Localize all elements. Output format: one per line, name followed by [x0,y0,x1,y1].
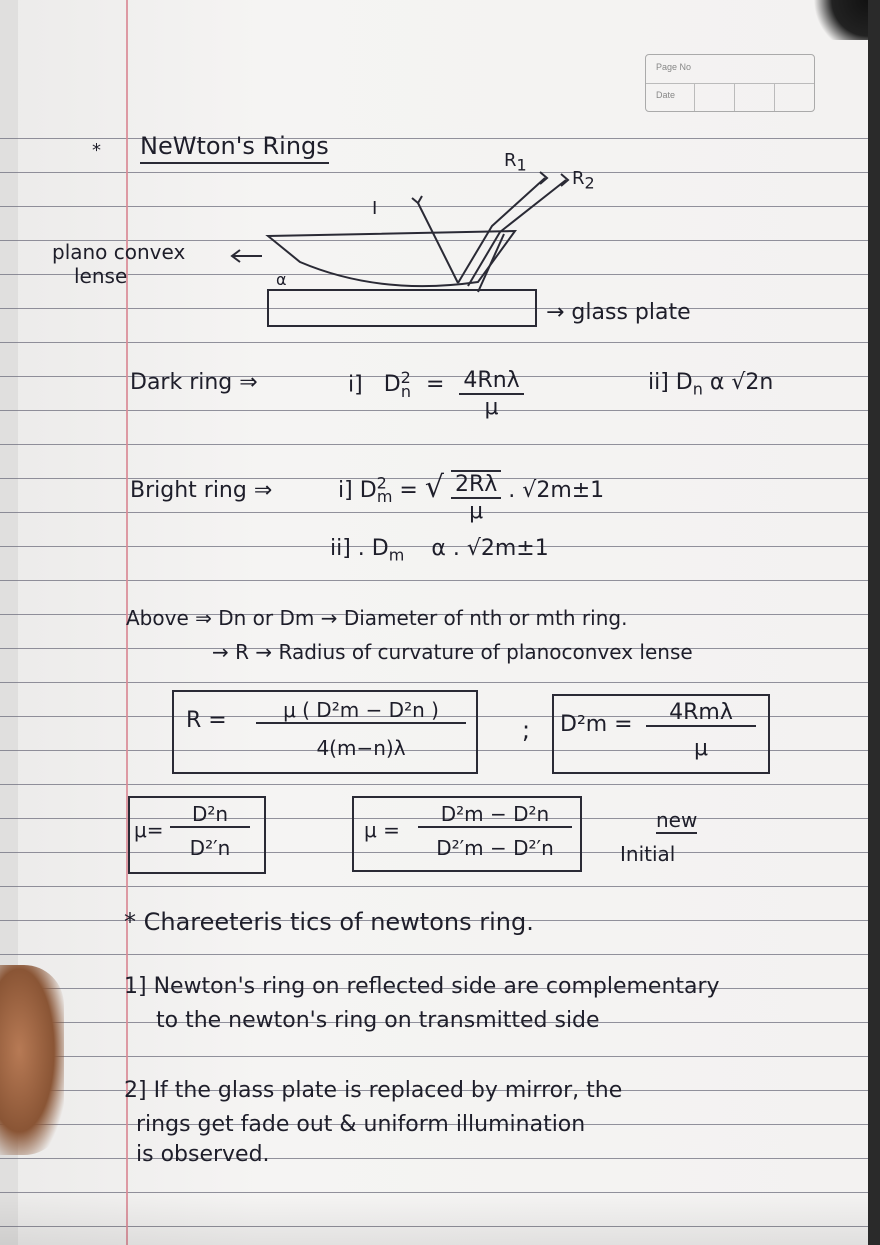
page-no-label: Page No [656,62,692,72]
dark-ring-label: Dark ring ⇒ [130,370,258,395]
mu2-denominator: D²′m − D²′n [436,836,554,860]
above-line1: Above ⇒ Dn or Dm → Diameter of nth or mth ring. [126,606,628,630]
ruled-line [0,682,868,683]
page-title: NeWton's Rings [140,132,329,164]
newtons-rings-diagram [0,0,868,340]
characteristics-heading: * Chareeteris tics of newtons ring. [124,908,534,936]
dark-denominator: μ [484,395,499,420]
note-new: new [656,808,698,832]
mu-formula-box-1 [128,796,266,874]
page-bottom-shadow [0,1195,868,1245]
bright-item1: i] D [338,478,377,503]
reflected-ray-r2 [468,180,566,286]
plano-convex-lens [268,231,515,286]
mu2-numerator: D²m − D²n [418,802,572,828]
dark-lhs: D [383,372,401,398]
bright-item2-sub: m [388,545,405,565]
thumb-shadow [0,965,64,1155]
ruled-line [0,1056,868,1057]
r1-sub: 1 [516,155,527,175]
alpha-label: α [276,270,287,289]
char-p2-line3: is observed. [136,1142,270,1167]
r-numerator: μ ( D²m − D²n ) [256,698,466,724]
formula-separator: ; [522,716,531,744]
mu2-lhs: μ = [364,818,400,842]
dark-eq: = [425,372,445,398]
ruled-line [0,784,868,785]
bright-ring-formula-2 [330,536,549,564]
glass-plate-label: → glass plate [546,300,691,325]
ruled-line [0,1192,868,1193]
radius-formula-box [172,690,478,774]
r1-letter: R [504,150,517,171]
char-p2-line1: 2] If the glass plate is replaced by mirror, the [124,1078,623,1103]
incident-label: I [372,198,378,219]
above-line2: → R → Radius of curvature of planoconvex lense [212,640,693,664]
bright-numerator: 2Rλ [451,472,501,499]
bright-prop: α . [431,536,460,561]
r2-label [572,168,595,193]
ruled-line [0,886,868,887]
bright-sqrt3: √2m±1 [466,536,549,561]
dark-item2-sub: n [692,379,703,399]
mu1-numerator: D²n [170,802,250,828]
lens-label-line2: lense [74,264,128,288]
bright-eq: = [399,478,418,503]
dark-prop: α [709,370,725,395]
mu-formula-box-2 [352,796,582,872]
char-p2-line2: rings get fade out & uniform illumination [136,1112,586,1137]
dm-formula-box [552,694,770,774]
dm-denominator: μ [694,736,708,761]
mu1-lhs: μ= [134,818,164,842]
r2-sub: 2 [584,173,595,193]
ruled-line [0,954,868,955]
dark-ring-formula-1 [348,368,524,420]
glass-plate [268,290,536,326]
dark-ring-formula-2 [648,370,773,398]
dark-item2: ii] D [648,370,693,395]
date-label: Date [656,90,676,100]
bright-sqrt2: √2m±1 [522,478,605,503]
bright-lhs-sup: 2 [376,473,387,493]
lens-label-line1: plano convex [52,240,186,264]
dm-numerator: 4Rmλ [646,700,756,727]
r1-label [504,150,527,175]
ruled-line [0,444,868,445]
bright-ring-formula-1 [338,470,604,524]
bright-item2: ii] . D [330,536,389,561]
corner-shadow [808,0,868,40]
bright-times: . [508,478,516,503]
dark-fraction [459,368,523,420]
title-bullet: * [92,140,101,161]
ruled-line [0,1158,868,1159]
incident-ray [418,203,458,283]
r-lhs: R = [186,708,227,733]
dm-lhs: D²m = [560,712,633,737]
dark-numerator: 4Rnλ [459,368,523,395]
ruled-line [0,342,868,343]
ruled-line [0,580,868,581]
note-initial: Initial [620,842,676,866]
dark-lhs-sub: n [400,381,411,401]
bright-sqrt-sign: √ [424,470,444,505]
dark-item1-marker: i] [348,372,363,398]
r-denominator: 4(m−n)λ [316,736,406,760]
dark-lhs-sup: 2 [400,368,411,387]
mu1-denominator: D²′n [189,836,231,860]
bright-denominator: μ [469,499,484,524]
r2-letter: R [572,168,585,189]
dark-sqrt: √2n [731,370,774,395]
bright-fraction [451,470,501,524]
char-p1-line2: to the newton's ring on transmitted side [156,1008,600,1033]
bright-lhs-sub: m [376,487,393,507]
char-p1-line1: 1] Newton's ring on reflected side are complementary [124,974,720,999]
bright-ring-label: Bright ring ⇒ [130,478,273,503]
